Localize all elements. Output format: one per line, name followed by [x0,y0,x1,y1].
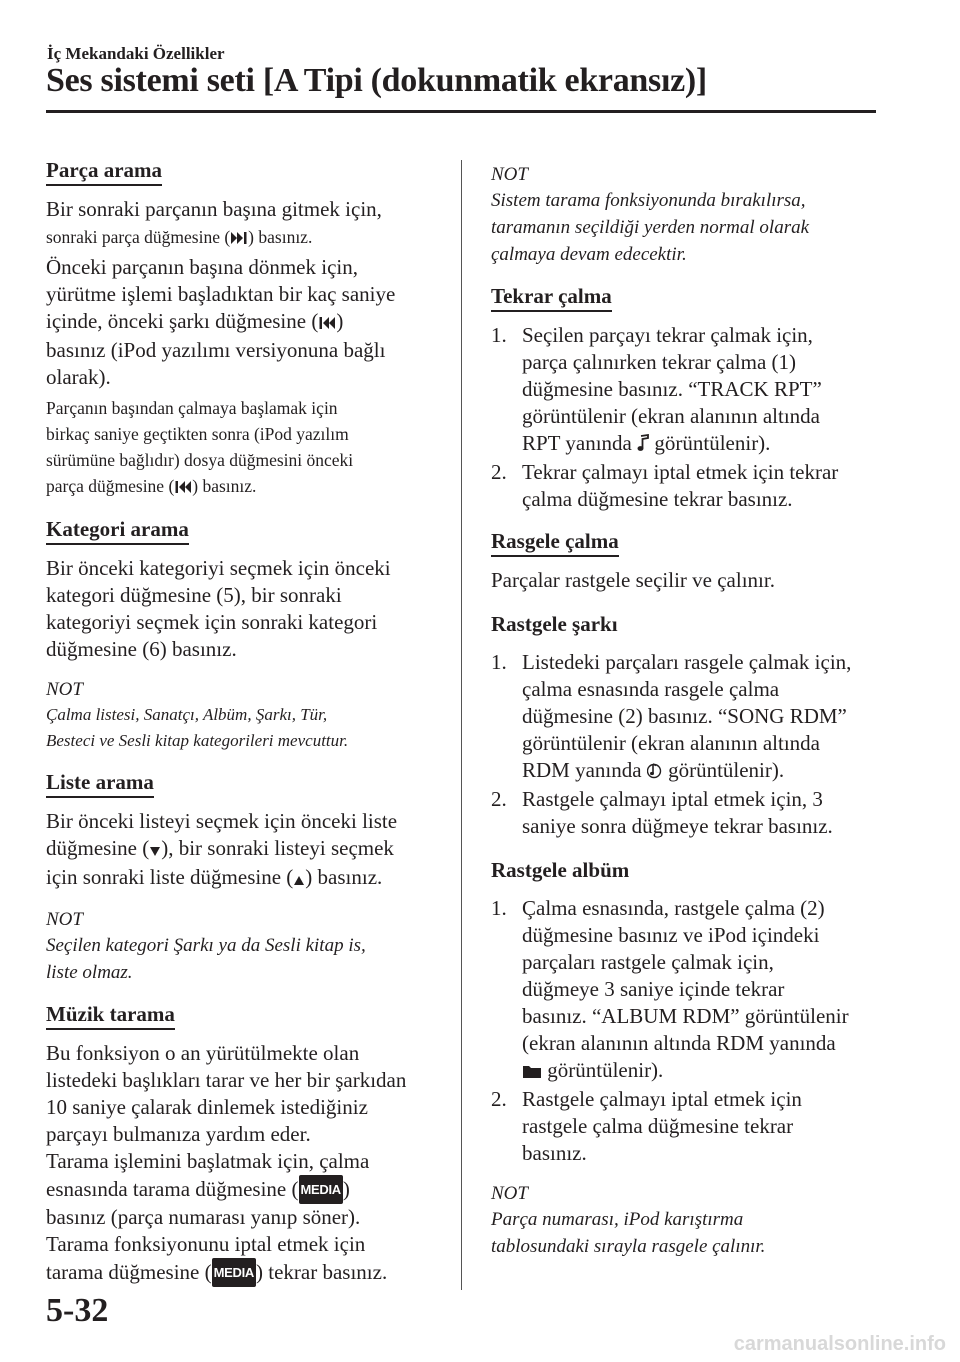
title-rule [46,110,876,113]
section-label: İç Mekandaki Özellikler [47,44,225,63]
list-item: 1. Çalma esnasında, rastgele çalma (2) düğmesine basınız ve iPod içindeki parçaları rastgele çalmak için, düğmeye 3 saniye içinde tekrar basınız. “ALBUM RDM” görüntülenir (ekran alanının altında RDM yanında görüntülenir). [491,895,886,1086]
left-column [46,158,438,1287]
page-number: 5-32 [46,1292,109,1329]
page-title: Ses sistemi seti [A Tipi (dokunmatik ekransız)] [46,62,707,99]
watermark: carmanualsonline.info [733,1333,946,1355]
heading-list-search: Liste arama [46,770,154,798]
random-album-steps [491,895,886,1167]
random-song-steps [491,649,886,840]
heading-category-search: Kategori arama [46,517,189,545]
category-search-text: Bir önceki kategoriyi seçmek için önceki kategori düğmesine (5), bir sonraki kategoriyi seçmek için sonraki kategori düğmesine (6) basınız. [46,556,391,661]
list-search-text: Bir önceki listeyi seçmek için önceki liste düğmesine ( ), bir sonraki listeyi seçmek için sonraki liste düğmesine ( ) basınız. [46,808,438,893]
folder-icon [522,1059,542,1086]
note-text: Sistem tarama fonksiyonunda bırakılırsa, taramanın seçildiği yerden normal olarak çalmaya devam edecektir. [491,190,810,265]
note-text: Çalma listesi, Sanatçı, Albüm, Şarkı, Tür, Besteci ve Sesli kitap kategorileri mevcuttur. [46,705,349,750]
next-track-icon [230,226,248,252]
right-column [491,158,886,1260]
note-label: NOT [491,164,528,185]
note-label: NOT [46,909,83,930]
heading-music-scan: Müzik tarama [46,1002,175,1030]
note-label: NOT [46,679,83,700]
list-item: 1. Seçilen parçayı tekrar çalmak için, parça çalınırken tekrar çalma (1) düğmesine basınız. “TRACK RPT” görüntülenir (ekran alanının altında RPT yanında görüntülenir). [491,322,886,459]
subheading-random-album: Rastgele albüm [491,858,630,882]
random-intro: Parçalar rastgele seçilir ve çalınır. [491,568,775,592]
repeat-steps [491,322,886,513]
media-button-icon: MEDIA [299,1175,343,1204]
note-text: Parça numarası, iPod karıştırma tablosundaki sırayla rasgele çalınır. [491,1209,766,1257]
column-divider [461,160,462,1290]
heading-random: Rasgele çalma [491,529,619,557]
subheading-random-song: Rastgele şarkı [491,612,618,636]
list-item: 2. Rastgele çalmayı iptal etmek için rastgele çalma düğmesine tekrar basınız. [491,1087,802,1165]
heading-repeat: Tekrar çalma [491,284,612,312]
previous-track-icon [174,475,192,501]
music-note-icon [637,432,649,459]
track-search-text-3: Parçanın başından çalmaya başlamak için birkaç saniye geçtikten sonra (iPod yazılım sürümüne bağlıdır) dosya düğmesini önceki parça düğmesine ( ) basınız. [46,395,438,501]
previous-track-icon [318,310,336,337]
note-label: NOT [491,1183,528,1204]
media-button-icon: MEDIA [212,1258,256,1287]
note-text: Seçilen kategori Şarkı ya da Sesli kitap is, liste olmaz. [46,935,366,983]
up-arrow-icon [293,866,305,893]
shuffle-song-icon [647,759,663,786]
track-search-text: Bir sonraki parçanın başına gitmek için, sonraki parça düğmesine ( ) basınız. [46,196,438,252]
list-item: 2. Tekrar çalmayı iptal etmek için tekrar çalma düğmesine tekrar basınız. [491,460,839,511]
music-scan-text: Bu fonksiyon o an yürütülmekte olan listedeki başlıkları tarar ve her bir şarkıdan 10 saniye çalarak dinlemek istediğiniz parçayı bulmanıza yardım eder. Tarama işlemini başlatmak için, çalma esnasında tarama düğmesine ( MEDIA) basınız (parça numarası yanıp söner). Tarama fonksiyonunu iptal etmek için tarama düğmesine ( MEDIA) tekrar basınız. [46,1040,438,1287]
down-arrow-icon [149,837,161,864]
list-item: 2. Rastgele çalmayı iptal etmek için, 3 saniye sonra düğmeye tekrar basınız. [491,787,833,838]
list-item: 1. Listedeki parçaları rasgele çalmak için, çalma esnasında rasgele çalma düğmesine (2) basınız. “SONG RDM” görüntülenir (ekran alanının altında RDM yanında görüntülenir). [491,649,886,786]
track-search-text-2: Önceki parçanın başına dönmek için, yürütme işlemi başladıktan bir kaç saniye içinde, önceki şarkı düğmesine ( ) basınız (iPod yazılımı versiyonuna bağlı olarak). [46,255,396,389]
heading-track-search: Parça arama [46,158,162,186]
